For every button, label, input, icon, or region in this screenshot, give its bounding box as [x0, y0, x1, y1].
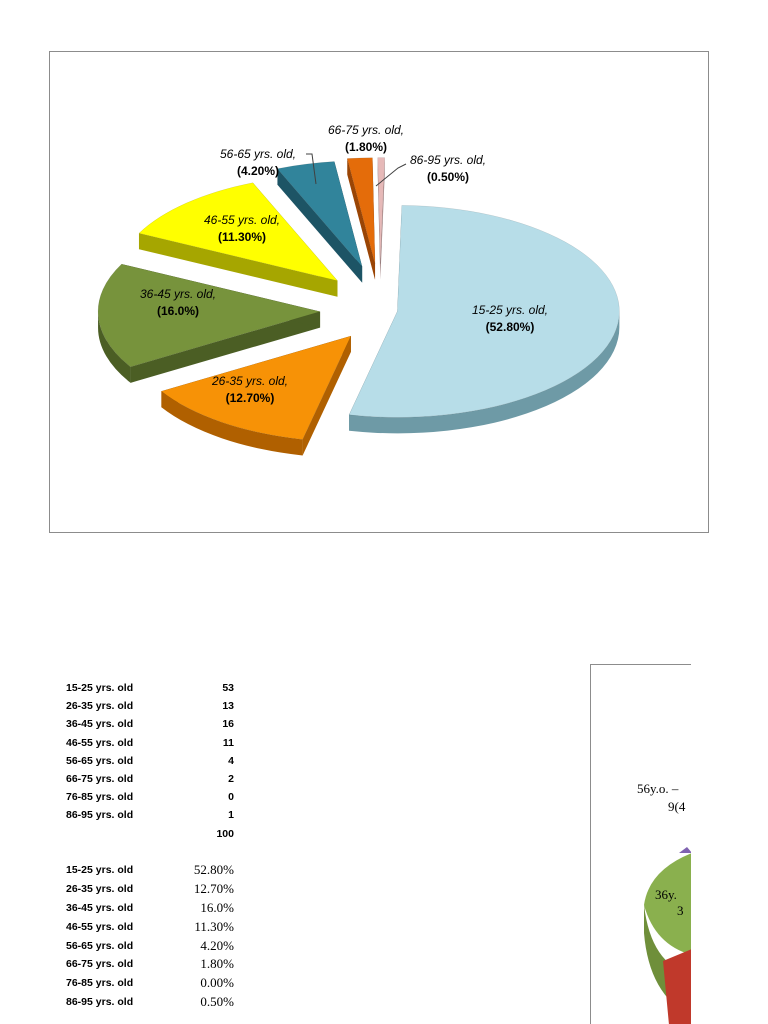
row-value: 0.50% — [200, 994, 234, 1010]
pie-chart-frame — [49, 51, 709, 533]
row-value: 4.20% — [200, 937, 234, 953]
row-value: 11.30% — [194, 918, 234, 934]
row-label: 26-35 yrs. old — [66, 882, 134, 895]
row-label: 56-65 yrs. old — [66, 754, 134, 767]
slice-value-label: (1.80%) — [344, 140, 388, 154]
row-value: 0.00% — [200, 975, 234, 991]
row-label: 46-55 yrs. old — [66, 736, 134, 749]
row-value: 1 — [228, 809, 234, 822]
slice-value-label: (52.80%) — [485, 320, 535, 334]
side-label-56: 56y.o. – — [637, 781, 679, 796]
slice-label: 46-55 yrs. old, — [203, 213, 281, 227]
slice-value-label: (0.50%) — [426, 170, 470, 184]
row-value: 13 — [222, 700, 234, 713]
row-label: 26-35 yrs. old — [66, 700, 134, 713]
row-label: 15-25 yrs. old — [66, 682, 134, 694]
row-label: 76-85 yrs. old — [66, 791, 134, 804]
row-value: 1.80% — [200, 956, 234, 972]
row-value: 0 — [228, 791, 234, 804]
row-label: 56-65 yrs. old — [66, 939, 134, 952]
row-value: 4 — [228, 754, 234, 767]
row-label: 76-85 yrs. old — [66, 977, 134, 990]
slice-value-label: (12.70%) — [225, 391, 275, 405]
slice-value-label: (16.0%) — [156, 304, 200, 318]
slice-value-label: (4.20%) — [236, 164, 280, 178]
row-value: 16 — [222, 718, 234, 731]
row-value: 52.80% — [193, 862, 234, 877]
row-value: 16.0% — [200, 899, 234, 915]
slice-label: 56-65 yrs. old, — [219, 147, 297, 161]
side-label-36: 36y. — [655, 887, 677, 902]
side-chart — [591, 665, 691, 1024]
row-label: 15-25 yrs. old — [66, 864, 134, 876]
row-label: 36-45 yrs. old — [66, 718, 134, 731]
row-label: 36-45 yrs. old — [66, 901, 134, 914]
slice-label: 36-45 yrs. old, — [139, 287, 217, 301]
slice-label: 15-25 yrs. old, — [471, 303, 549, 317]
row-value: 53 — [222, 682, 234, 694]
side-label-56-value: 9(4 — [668, 799, 686, 814]
slice-label: 66-75 yrs. old, — [327, 123, 405, 137]
side-label-36-value: 3 — [677, 903, 684, 918]
side-slice-red — [663, 949, 691, 1024]
row-value: 12.70% — [193, 880, 234, 896]
row-label: 86-95 yrs. old — [66, 996, 134, 1009]
slice-value-label: (11.30%) — [217, 230, 267, 244]
row-label: 66-75 yrs. old — [66, 772, 134, 785]
row-label: 46-55 yrs. old — [66, 920, 134, 933]
pie-chart — [50, 52, 710, 534]
slice-label: 26-35 yrs. old, — [211, 374, 289, 388]
total-value: 100 — [216, 827, 234, 840]
slice-label: 86-95 yrs. old, — [409, 153, 487, 167]
cropped-side-chart — [590, 664, 691, 1024]
row-value: 11 — [222, 736, 234, 749]
row-value: 2 — [228, 772, 234, 785]
side-slice-purple — [679, 847, 691, 853]
row-label: 86-95 yrs. old — [66, 809, 134, 822]
row-label: 66-75 yrs. old — [66, 958, 134, 971]
